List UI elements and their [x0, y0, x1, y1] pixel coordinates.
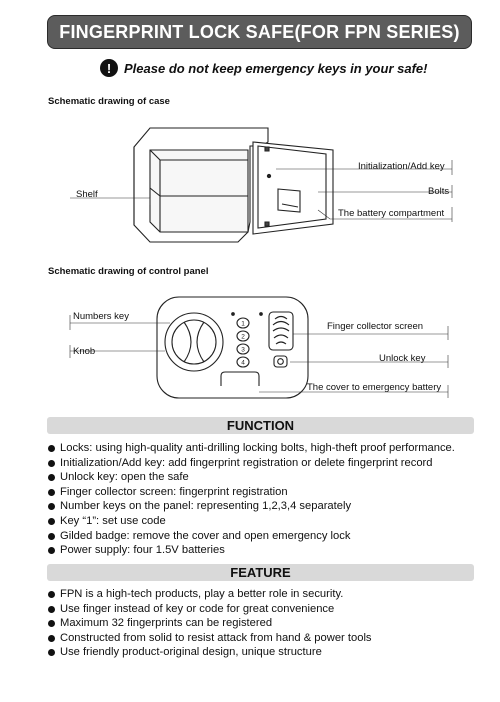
page-title: FINGERPRINT LOCK SAFE(FOR FPN SERIES): [59, 21, 460, 42]
callout-numbers-key: Numbers key: [73, 311, 129, 322]
function-header: [47, 417, 474, 434]
list-item: Key “1”: set use code: [48, 514, 478, 529]
function-list: [48, 441, 478, 558]
list-item: Number keys on the panel: representing 1,2,3,4 separately: [48, 499, 478, 514]
list-item: Locks: using high-quality anti-drilling locking bolts, high-theft proof performance.: [48, 441, 478, 456]
list-item: Power supply: four 1.5V batteries: [48, 543, 478, 558]
feature-title: FEATURE: [230, 565, 291, 580]
list-item: FPN is a high-tech products, play a better role in security.: [48, 587, 478, 602]
panel-drawing-label: Schematic drawing of control panel: [48, 266, 209, 277]
callout-bolts: Bolts: [428, 186, 450, 197]
knob-outer: [165, 313, 223, 371]
list-item: Initialization/Add key: add fingerprint registration or delete fingerprint record: [48, 456, 478, 471]
list-item: Gilded badge: remove the cover and open emergency lock: [48, 529, 478, 544]
function-title: FUNCTION: [226, 418, 295, 433]
exclamation-icon: !: [100, 59, 118, 77]
list-item: Use friendly product-original design, unique structure: [48, 645, 478, 660]
key-3-label: 3: [241, 346, 245, 354]
warning-text: Please do not keep emergency keys in your safe!: [124, 60, 428, 76]
callout-finger-screen: Finger collector screen: [327, 321, 424, 332]
key-1-label: 1: [241, 320, 245, 328]
list-item: Use finger instead of key or code for great convenience: [48, 602, 478, 617]
key-4-label: 4: [241, 359, 245, 367]
callout-shelf: Shelf: [76, 189, 98, 200]
list-item: Maximum 32 fingerprints can be registered: [48, 616, 478, 631]
list-item: Unlock key: open the safe: [48, 470, 478, 485]
key-2-label: 2: [241, 333, 245, 341]
case-drawing-label: Schematic drawing of case: [48, 96, 170, 107]
list-item: Constructed from solid to resist attack from hand & power tools: [48, 631, 478, 646]
finger-screen: [269, 312, 293, 350]
callout-battery-compartment: The battery compartment: [338, 208, 445, 219]
callout-initialization-key: Initialization/Add key: [358, 161, 445, 172]
callout-knob: Knob: [73, 346, 96, 357]
feature-header: [47, 564, 474, 581]
callout-battery-cover: The cover to emergency battery: [307, 382, 442, 393]
list-item: Finger collector screen: fingerprint registration: [48, 485, 478, 500]
callout-unlock-key: Unlock key: [379, 353, 426, 364]
feature-list: [48, 587, 478, 660]
